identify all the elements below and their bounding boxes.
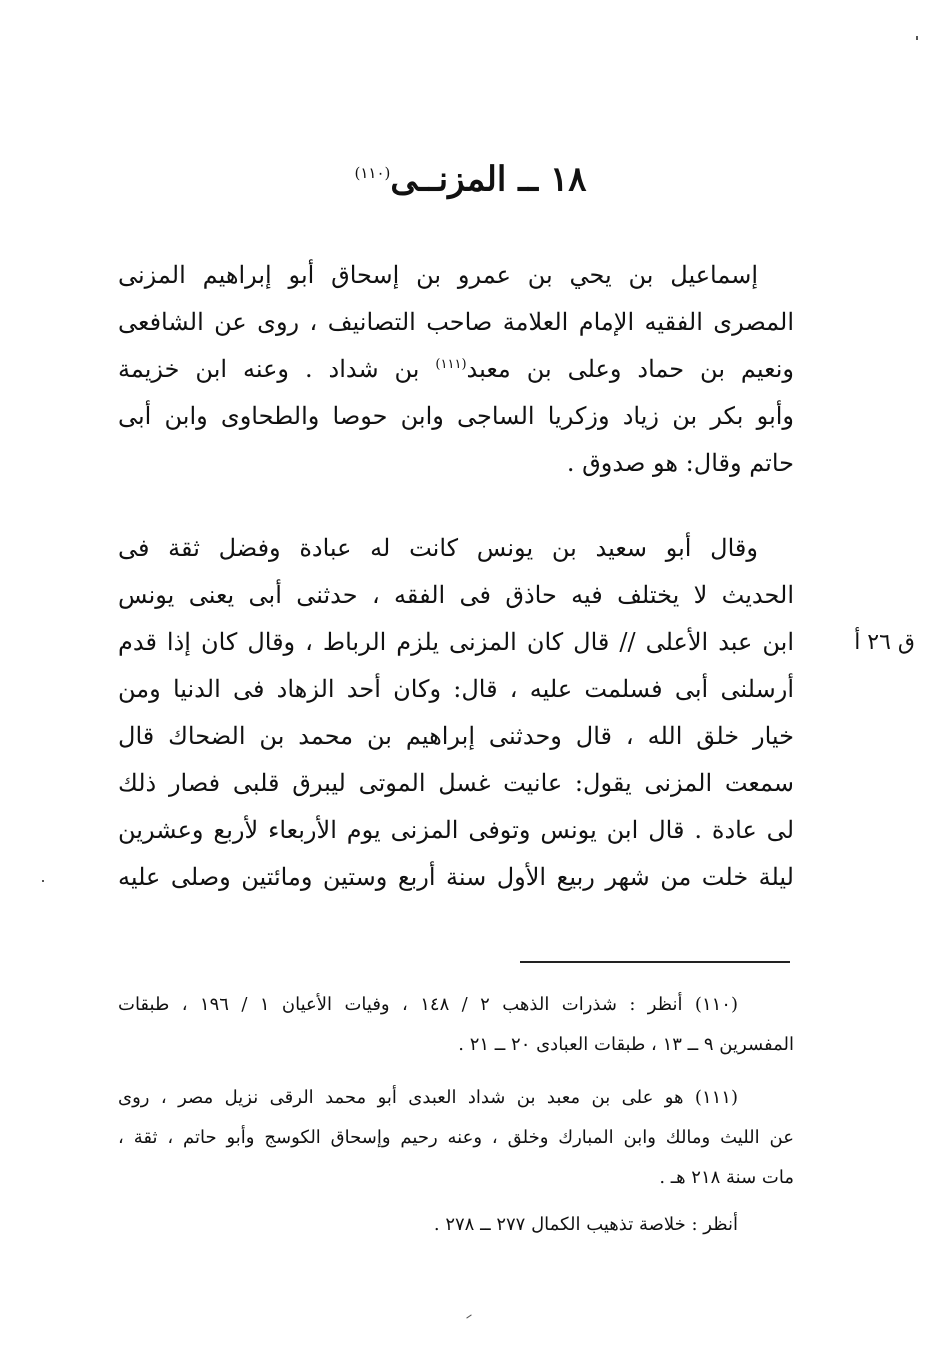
paragraph-line: وقال أبو سعيد بن يونس كانت له عبادة وفضل ثقة فى — [118, 534, 758, 562]
entry-heading — [0, 148, 941, 204]
paragraph-line: ليلة خلت من شهر ربيع الأول سنة أربع وستين ومائتين وصلى عليه — [118, 863, 794, 891]
entry-name: المزنــى — [390, 159, 507, 200]
footnote-ref-110: (١١٠) — [354, 164, 391, 182]
footnote-111 — [118, 1078, 794, 1198]
footnote-line: مات سنة ٢١٨ هـ . — [659, 1167, 794, 1188]
paragraph-line: الحديث لا يختلف فيه حاذق فى الفقه ، حدثنى أبى يعنى يونس — [118, 581, 794, 609]
manuscript-folio-note: ق ٢٦ أ — [854, 630, 915, 655]
paragraph-2 — [118, 525, 794, 901]
paragraph-1 — [118, 252, 794, 487]
paragraph-line: ابن عبد الأعلى // قال كان المزنى يلزم الرباط ، وقال كان إذا قدم — [118, 628, 794, 656]
heading-dash: ــ — [518, 159, 539, 200]
footnote-110 — [118, 985, 794, 1065]
entry-number: ١٨ — [549, 159, 587, 200]
footnote-separator — [520, 961, 790, 963]
footnote-line: المفسرين ٩ ــ ١٣ ، طبقات العبادى ٢٠ ــ ٢١ . — [458, 1034, 794, 1055]
paragraph-line: خيار خلق الله ، قال وحدثنى إبراهيم بن محمد بن الضحاك قال — [118, 722, 794, 750]
scan-speck — [466, 1314, 471, 1318]
footnote-line: (١١٠) أنظر : شذرات الذهب ٢ / ١٤٨ ، وفيات الأعيان ١ / ١٩٦ ، طبقات — [118, 994, 738, 1015]
footnote-ref-111: (١١١) — [435, 357, 467, 372]
paragraph-line: وأبو بكر بن زياد وزكريا الساجى وابن حوصا والطحاوى وابن أبى — [118, 402, 794, 430]
line-segment: بن شداد . وعنه ابن خزيمة — [118, 355, 436, 383]
scan-speck — [42, 880, 44, 882]
paragraph-line: لى عادة . قال ابن يونس وتوفى المزنى يوم الأربعاء لأربع وعشرين — [118, 816, 794, 844]
footnote-line: أنظر : خلاصة تذهيب الكمال ٢٧٧ ــ ٢٧٨ . — [433, 1214, 738, 1235]
paragraph-line: سمعت المزنى يقول: عانيت غسل الموتى ليبرق قلبى فصار ذلك — [118, 769, 794, 797]
paragraph-line: حاتم وقال: هو صدوق . — [566, 449, 794, 477]
footnote-line: عن الليث ومالك وابن المبارك وخلق ، وعنه رحيم وإسحاق الكوسج وأبو حاتم ، ثقة ، — [118, 1127, 794, 1148]
paragraph-line: أرسلنى أبى فسلمت عليه ، قال: وكان أحد الزهاد فى الدنيا ومن — [118, 675, 794, 703]
footnote-111-source — [118, 1205, 794, 1245]
paragraph-line — [118, 346, 794, 393]
line-segment: ونعيم بن حماد وعلى بن معبد — [466, 355, 794, 383]
paragraph-line: المصرى الفقيه الإمام العلامة صاحب التصانيف ، روى عن الشافعى — [118, 308, 794, 336]
paragraph-line: إسماعيل بن يحي بن عمرو بن إسحاق أبو إبراهيم المزنى — [118, 261, 758, 289]
footnote-line: (١١١) هو على بن معبد بن شداد العبدى أبو محمد الرقى نزيل مصر ، روى — [118, 1087, 738, 1108]
scan-speck — [916, 36, 918, 40]
